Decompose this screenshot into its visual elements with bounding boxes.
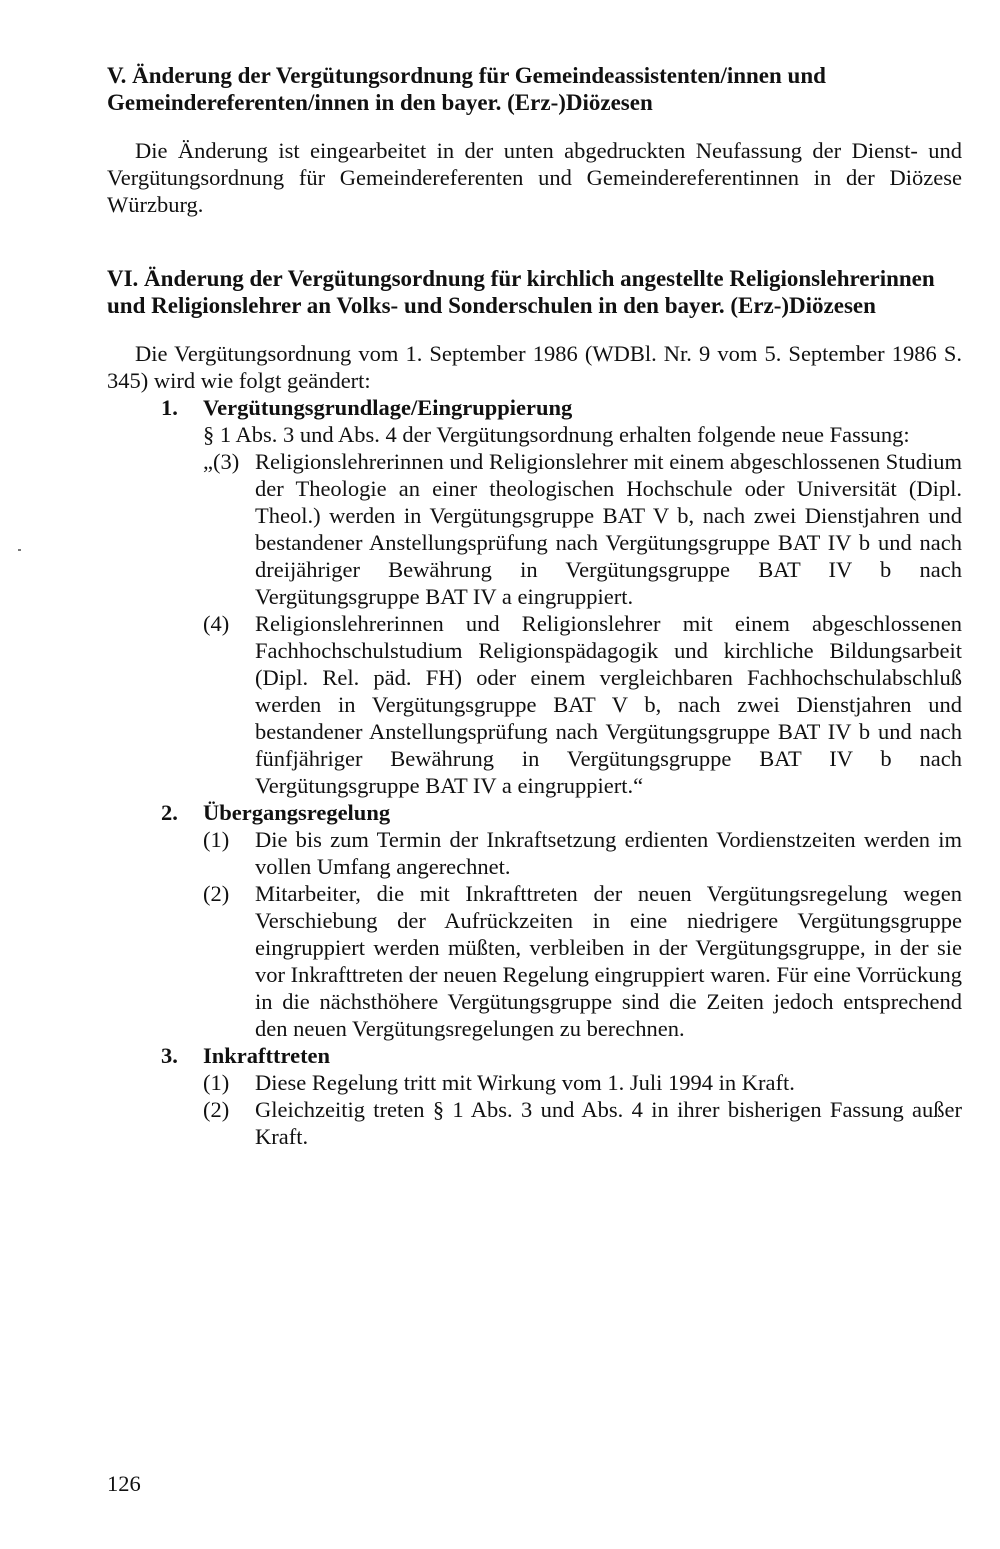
item-title: Inkrafttreten	[203, 1043, 331, 1068]
sub-item	[203, 880, 962, 1042]
section-5-body: Die Änderung ist eingearbeitet in der unten abgedruckten Neufassung der Dienst- und Vergütungsordnung für Gemeindereferenten und Gemeindereferentinnen in der Diözese Würzburg.	[107, 138, 962, 217]
sub-item-text: Religionslehrerinnen und Religionslehrer mit einem abgeschlossenen Fachhochschulstudium Religionspädagogik und kirchliche Bildungsarbeit (Dipl. Rel. päd. FH) oder einem vergleichbaren Fachhochschulabschluß werden in Vergütungsgruppe BAT V b, nach zwei Dienstjahren und bestandener Anstellungsprüfung nach Vergütungsgruppe BAT IV b und nach fünfjähriger Bewährung in Vergütungsgruppe BAT IV b nach Vergütungsgruppe BAT IV a eingruppiert.“	[255, 611, 962, 798]
sub-item-number: „(3)	[203, 449, 240, 474]
sub-item	[203, 826, 962, 880]
sub-item	[203, 1069, 962, 1096]
sub-item-number: (1)	[203, 827, 230, 852]
section-6-heading: VI. Änderung der Vergütungsordnung für kirchlich angestellte Religionslehrerinnen und Religionslehrer an Volks- und Sonderschulen in den bayer. (Erz-)Diözesen	[107, 266, 935, 318]
item-number: 2.	[161, 800, 178, 825]
section-6-intro: Die Vergütungsordnung vom 1. September 1986 (WDBl. Nr. 9 vom 5. September 1986 S. 345) wird wie folgt geändert:	[107, 341, 962, 393]
sub-item-number: (2)	[203, 1097, 230, 1122]
item-title: Übergangsregelung	[203, 800, 391, 825]
sub-item-text: Diese Regelung tritt mit Wirkung vom 1. Juli 1994 in Kraft.	[255, 1070, 795, 1095]
sub-item-number: (2)	[203, 881, 230, 906]
sub-item	[203, 1096, 962, 1150]
sub-item-text: Gleichzeitig treten § 1 Abs. 3 und Abs. 4 in ihrer bisherigen Fassung außer Kraft.	[255, 1097, 962, 1149]
list-item-1	[107, 394, 962, 799]
item-number: 3.	[161, 1043, 178, 1068]
item-text: § 1 Abs. 3 und Abs. 4 der Vergütungsordnung erhalten folgende neue Fassung:	[203, 422, 910, 447]
sub-item	[203, 448, 962, 610]
item-title: Vergütungsgrundlage/Eingruppierung	[203, 395, 573, 420]
scan-artifact	[18, 549, 21, 551]
section-5-heading: V. Änderung der Vergütungsordnung für Gemeindeassistenten/innen und Gemeindereferenten/innen in den bayer. (Erz-)Diözesen	[107, 63, 826, 115]
sub-item-number: (4)	[203, 611, 230, 636]
list-item-2	[107, 799, 962, 1042]
page-number: 126	[107, 1471, 141, 1496]
document-page	[107, 62, 962, 1150]
sub-item-text: Mitarbeiter, die mit Inkrafttreten der neuen Vergütungsregelung wegen Verschiebung der Aufrückzeiten in eine niedrigere Vergütungsgruppe eingruppiert werden müßten, verbleiben in der Vergütungsgruppe, in der sie vor Inkrafttreten der neuen Regelung eingruppiert waren. Für eine Vorrückung in die nächsthöhere Vergütungsgruppe sind die Zeiten jedoch entsprechend den neuen Vergütungsregelungen zu berechnen.	[255, 881, 962, 1041]
sub-item-text: Die bis zum Termin der Inkraftsetzung erdienten Vordienstzeiten werden im vollen Umfang angerechnet.	[255, 827, 962, 879]
list-item-3	[107, 1042, 962, 1150]
sub-item	[203, 610, 962, 799]
sub-item-number: (1)	[203, 1070, 230, 1095]
item-number: 1.	[161, 395, 178, 420]
sub-item-text: Religionslehrerinnen und Religionslehrer mit einem abgeschlossenen Studium der Theologie an einer theologischen Hochschule oder Universität (Dipl. Theol.) werden in Vergütungsgruppe BAT V b, nach zwei Dienstjahren und bestandener Anstellungsprüfung nach Vergütungsgruppe BAT IV b und nach dreijähriger Bewährung in Vergütungsgruppe BAT IV b nach Vergütungsgruppe BAT IV a eingruppiert.	[255, 449, 962, 609]
